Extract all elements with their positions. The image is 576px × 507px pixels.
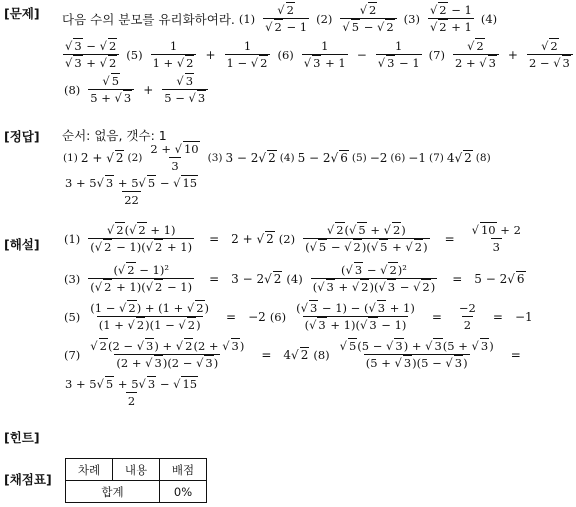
problem-line-1: 다음 수의 분모를 유리화하여라. (1) $\frac{√ 2}{√ 2 - 1}$ (2) $\frac{√ 2}{√ 5 - √ 2}$ (3) $\frac{√ 2 - 1}{√ 2 + 1}$ (4) xyxy=(62,3,498,34)
grading-total-value: 0% xyxy=(160,481,207,503)
answer-line-1: (1) 2 + √ 2 (2) $\frac{2 + √ 10}{3}$ (3) 3 − 2√ 2 (4) 5 − 2√ 6 (5) −2 (6) −1 (7) 4√ 2 (8) xyxy=(63,142,491,173)
grading-total-label: 합계 xyxy=(66,481,160,503)
solution-line-5: $\frac{3 + 5√ 5 + 5√ 3 - √ 15}{2}$ xyxy=(65,377,198,408)
grading-header-order: 차례 xyxy=(66,459,113,481)
answer-order-text: 순서: 없음, 갯수: 1 xyxy=(62,128,167,143)
problem-section-label: [문제] xyxy=(4,6,40,21)
solution-section-label: [해설] xyxy=(4,237,40,252)
problem-text: 다음 수의 분모를 유리화하여라. xyxy=(62,11,235,27)
problem-line-3: (8) $\frac{√ 5}{5 + √ 3}$ + $\frac{√ 3}{5 - √ 3}$ xyxy=(60,74,211,105)
problem-3-fraction: $\frac{√ 2 - 1}{√ 2 + 1}$ xyxy=(429,3,472,34)
hint-section-label: [힌트] xyxy=(4,430,40,445)
grading-section-label: [채점표] xyxy=(4,472,52,487)
problem-4-fraction: $\frac{√ 3 - √ 2}{√ 3 + √ 2}$ xyxy=(63,39,119,70)
solution-line-2: (3) $\frac{\text{(√ 2 − 1)²}}{(√ 2 + 1)(√ 2 - 1)}$ = 3 − 2√ 2 (4) $\frac{\text{(√ 3 − √ 2)²}}{(√ 3 + √ 2)(√ 3 - √ 2)}$ = 5 − 2√ 6 xyxy=(64,263,525,294)
grading-table xyxy=(65,458,207,503)
problem-2-fraction: $\frac{√ 2}{√ 5 - √ 2}$ xyxy=(340,3,396,34)
grading-header-content: 내용 xyxy=(113,459,160,481)
answer-line-2: $\frac{3 + 5√ 3 + 5√ 5 - √ 15}{22}$ xyxy=(65,176,198,207)
solution-line-4: (7) $\frac{√ 2(2 - √ 3) + √ 2(2 + √ 3)}{(2 + √ 3)(2 - √ 3)}$ = 4√ 2 (8) $\frac{√ 5(5 - √ 3) + √ 3(5 + √ 3)}{(5 + √ 3)(5 - √ 3)}$ = xyxy=(64,339,521,370)
problem-line-2: $\frac{√ 3 - √ 2}{√ 3 + √ 2}$ (5) $\frac{1}{1 + √ 2}$ + $\frac{1}{1 - √ 2}$ (6) $\frac{1}{√ 3 + 1}$ − $\frac{1}{√ 3 - 1}$ (7) $\frac{√ 2}{2 + √ 3}$ + $\frac{√ 2}{2 - √ 3}$ xyxy=(60,39,576,70)
answer-section-label: [정답] xyxy=(4,129,40,144)
problem-1-fraction: $\frac{√ 2}{√ 2 - 1}$ xyxy=(265,3,308,34)
solution-line-1: (1) $\frac{√ 2(√ 2 + 1)}{(√ 2 - 1)(√ 2 + 1)}$ = 2 + √ 2 (2) $\frac{√ 2(√ 5 + √ 2)}{(√ 5 - √ 2)(√ 5 + √ 2)}$ = $\frac{√ 10 + 2}{3}$ xyxy=(64,223,521,254)
grading-header-score: 배점 xyxy=(160,459,207,481)
solution-line-3: (5) $\frac{(1 - √ 2) + (1 + √ 2)}{(1 + √ 2)(1 - √ 2)}$ = −2 (6) $\frac{(√ 3 - 1) - (√ 3 + 1)}{(√ 3 + 1)(√ 3 - 1)}$ = $\frac{-2}{2}$ = −1 xyxy=(64,301,533,332)
